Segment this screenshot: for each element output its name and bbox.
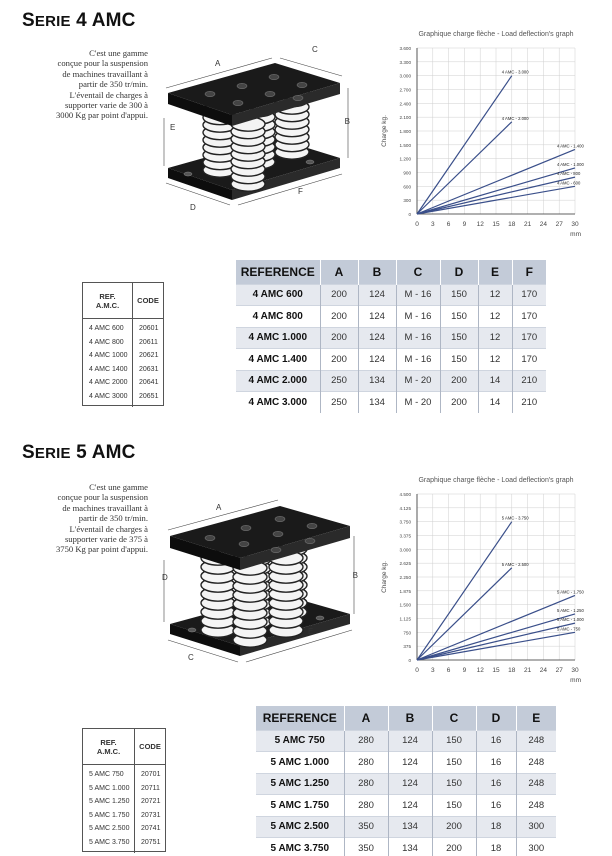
value-cell: 250 — [320, 370, 358, 392]
value-cell: 134 — [388, 838, 432, 856]
value-cell: 12 — [478, 349, 512, 371]
series-label: 5 AMC - 1.750 — [557, 589, 584, 595]
table-row — [236, 349, 546, 371]
value-cell: 150 — [432, 795, 476, 817]
serie4-chart-title: Graphique charge flèche - Load deflection's graph — [418, 31, 574, 38]
serie5-intro: C'est une gamme conçue pour la suspension de machines travaillant à partir de 350 tr/min. L'éventail de charges à supporter varie de 375 à 3750 Kg par point d'appui. — [55, 482, 148, 555]
value-cell: M - 20 — [396, 392, 440, 414]
value-cell: 16 — [476, 752, 516, 774]
series-label: 5 AMC - 1.000 — [557, 617, 584, 623]
value-cell: 280 — [344, 752, 388, 774]
reference-cell: 5 AMC 2.500 — [256, 816, 344, 838]
reference-cell: 5 AMC 1.250 — [256, 773, 344, 795]
y-tick-label: 0 — [408, 658, 411, 663]
reference-cell: 5 AMC 750 — [256, 730, 344, 752]
value-cell: 200 — [320, 327, 358, 349]
serie4-dim-d: D — [190, 203, 196, 212]
serie5-title — [22, 442, 136, 464]
x-tick-label: 21 — [523, 667, 532, 674]
y-tick-label: 600 — [403, 184, 411, 190]
ref-cell: 4 AMC 1400 — [89, 365, 128, 373]
value-cell: M - 16 — [396, 349, 440, 371]
x-tick-label: 24 — [539, 667, 548, 674]
x-tick-label: 18 — [508, 667, 516, 674]
value-cell: 200 — [320, 349, 358, 371]
value-cell: 124 — [358, 327, 396, 349]
value-cell: 124 — [358, 306, 396, 328]
value-cell: 16 — [476, 773, 516, 795]
code-cell: 20621 — [139, 352, 159, 360]
column-header: C — [432, 706, 476, 730]
series-label: 4 AMC - 1.400 — [557, 143, 584, 149]
x-tick-label: 6 — [446, 221, 451, 228]
reference-cell: 4 AMC 3.000 — [236, 392, 320, 414]
value-cell: 134 — [358, 370, 396, 392]
value-cell: 18 — [476, 816, 516, 838]
series-label: 5 AMC - 3.750 — [501, 515, 529, 521]
y-tick-label: 3.600 — [399, 46, 411, 51]
value-cell: 200 — [440, 370, 478, 392]
ref-cell: 4 AMC 3000 — [89, 392, 128, 400]
value-cell: 248 — [516, 752, 556, 774]
serie4-intro: C'est une gamme conçue pour la suspension de machines travaillant à partir de 350 tr/min. L'éventail de charges à supporter varie de 300 à 3000 Kg par point d'appui. — [55, 48, 148, 121]
serie5-dimension-table — [256, 706, 556, 856]
serie5-load-chart — [372, 486, 594, 692]
x-tick-label: 3 — [430, 667, 435, 674]
reference-cell: 5 AMC 3.750 — [256, 838, 344, 856]
value-cell: 150 — [440, 284, 478, 306]
x-tick-label: 3 — [430, 221, 435, 228]
ref-cell: 5 AMC 2.500 — [89, 825, 130, 833]
value-cell: 200 — [320, 284, 358, 306]
ref-cell: 4 AMC 1000 — [89, 352, 128, 360]
y-tick-label: 1.875 — [399, 588, 411, 594]
table-row — [256, 730, 556, 752]
serie4-product-drawing — [160, 38, 350, 223]
x-tick-label: 6 — [446, 667, 451, 674]
serie5-dim-e: E — [308, 627, 314, 636]
series-label: 4 AMC - 2.000 — [501, 115, 529, 121]
table-row — [256, 838, 556, 856]
serie5-chart-title: Graphique charge flèche - Load deflection's graph — [418, 477, 574, 484]
ref-cell: 4 AMC 2000 — [89, 379, 128, 387]
column-header: E — [478, 260, 512, 284]
x-tick-label: 21 — [523, 221, 532, 228]
value-cell: 12 — [478, 284, 512, 306]
y-tick-label: 375 — [403, 644, 411, 650]
code-cell: 20651 — [139, 392, 159, 400]
code-cell: 20641 — [139, 379, 159, 387]
ref-cell: 5 AMC 1.750 — [89, 811, 130, 819]
y-tick-label: 750 — [403, 630, 411, 636]
y-tick-label: 1.500 — [399, 602, 411, 608]
code-column — [133, 319, 163, 407]
value-cell: 350 — [344, 838, 388, 856]
value-cell: 350 — [344, 816, 388, 838]
ref-header: REF. A.M.C. — [83, 729, 135, 764]
x-tick-label: 12 — [476, 221, 484, 228]
code-cell: 20601 — [139, 325, 159, 332]
serie4-dim-a: A — [215, 59, 221, 68]
code-header: CODE — [137, 296, 159, 305]
column-header: REFERENCE — [256, 706, 344, 730]
y-tick-label: 1.500 — [399, 142, 411, 148]
serie4-load-chart — [372, 40, 594, 246]
value-cell: 14 — [478, 370, 512, 392]
value-cell: 300 — [516, 838, 556, 856]
value-cell: 300 — [516, 816, 556, 838]
value-cell: 134 — [388, 816, 432, 838]
code-column — [135, 765, 165, 853]
reference-cell: 5 AMC 1.750 — [256, 795, 344, 817]
value-cell: 280 — [344, 795, 388, 817]
serie5-title-small: ERIE — [34, 445, 71, 462]
x-tick-label: 30 — [571, 221, 579, 228]
series-label: 5 AMC - 1.250 — [557, 607, 584, 613]
y-tick-label: 2.100 — [399, 115, 411, 121]
x-axis-label: mm — [570, 677, 581, 684]
table-row — [256, 773, 556, 795]
value-cell: 150 — [440, 306, 478, 328]
table-row — [236, 327, 546, 349]
serie4-dimension-table — [236, 260, 546, 413]
value-cell: 248 — [516, 795, 556, 817]
table-row — [256, 795, 556, 817]
x-tick-label: 27 — [555, 667, 563, 674]
value-cell: M - 20 — [396, 370, 440, 392]
y-tick-label: 3.300 — [399, 59, 411, 65]
value-cell: 150 — [440, 327, 478, 349]
value-cell: 124 — [388, 795, 432, 817]
value-cell: 124 — [358, 349, 396, 371]
serie4-dim-b: B — [344, 117, 350, 126]
x-tick-label: 9 — [462, 667, 467, 674]
ref-column — [83, 765, 135, 853]
value-cell: 18 — [476, 838, 516, 856]
x-tick-label: 15 — [492, 667, 500, 674]
value-cell: 134 — [358, 392, 396, 414]
table-row — [236, 370, 546, 392]
code-cell: 20701 — [141, 771, 161, 778]
ref-cell: 5 AMC 1.000 — [89, 784, 130, 792]
ref-cell: 4 AMC 600 — [89, 325, 124, 332]
ref-cell: 5 AMC 1.250 — [89, 798, 130, 806]
x-axis-label: mm — [570, 231, 581, 238]
x-tick-label: 15 — [492, 221, 500, 228]
serie5-title-rest: 5 AMC — [70, 442, 136, 463]
value-cell: 250 — [320, 392, 358, 414]
reference-cell: 4 AMC 2.000 — [236, 370, 320, 392]
code-cell: 20751 — [141, 838, 161, 846]
series-label: 4 AMC - 3.000 — [501, 69, 529, 75]
serie5-dim-d: D — [162, 573, 168, 582]
y-tick-label: 4.500 — [399, 492, 411, 497]
code-cell: 20731 — [141, 811, 161, 819]
value-cell: 200 — [320, 306, 358, 328]
y-tick-label: 2.625 — [399, 561, 411, 567]
y-tick-label: 1.200 — [399, 156, 411, 162]
value-cell: 124 — [388, 773, 432, 795]
ref-column — [83, 319, 133, 407]
serie5-title-initial: S — [22, 442, 35, 463]
value-cell: 150 — [432, 773, 476, 795]
value-cell: 170 — [512, 306, 546, 328]
serie5-ref-table — [82, 728, 166, 852]
y-tick-label: 2.250 — [399, 575, 411, 580]
column-header: D — [440, 260, 478, 284]
value-cell: 170 — [512, 349, 546, 371]
ref-cell: 4 AMC 800 — [89, 338, 124, 346]
serie4-title-small: ERIE — [34, 13, 71, 30]
value-cell: M - 16 — [396, 284, 440, 306]
value-cell: 210 — [512, 370, 546, 392]
table-row — [236, 392, 546, 414]
value-cell: 16 — [476, 730, 516, 752]
value-cell: 124 — [388, 752, 432, 774]
ref-cell: 5 AMC 750 — [89, 771, 124, 778]
x-tick-label: 30 — [571, 667, 579, 674]
value-cell: 150 — [432, 752, 476, 774]
serie5-dim-c: C — [188, 653, 194, 662]
ref-cell: 5 AMC 3.750 — [89, 838, 130, 846]
series-label: 4 AMC - 600 — [557, 180, 581, 186]
y-tick-label: 900 — [403, 170, 411, 176]
table-row — [256, 752, 556, 774]
reference-cell: 4 AMC 1.400 — [236, 349, 320, 371]
serie4-title-initial: S — [22, 10, 35, 31]
value-cell: 170 — [512, 284, 546, 306]
value-cell: 16 — [476, 795, 516, 817]
y-tick-label: 2.400 — [399, 101, 411, 107]
serie5-dim-a: A — [216, 503, 222, 512]
code-cell: 20611 — [139, 338, 158, 346]
serie4-dim-e: E — [170, 123, 176, 132]
column-header: B — [358, 260, 396, 284]
y-tick-label: 0 — [408, 212, 411, 217]
value-cell: M - 16 — [396, 327, 440, 349]
series-label: 4 AMC - 800 — [557, 171, 581, 177]
y-tick-label: 4.125 — [399, 505, 411, 511]
y-tick-label: 3.375 — [399, 533, 411, 539]
code-header: CODE — [139, 742, 161, 751]
table-row — [236, 284, 546, 306]
serie4-dim-c: C — [312, 45, 318, 54]
column-header: E — [516, 706, 556, 730]
column-header: C — [396, 260, 440, 284]
value-cell: 170 — [512, 327, 546, 349]
reference-cell: 5 AMC 1.000 — [256, 752, 344, 774]
value-cell: 200 — [432, 838, 476, 856]
column-header: D — [476, 706, 516, 730]
value-cell: 248 — [516, 773, 556, 795]
code-cell: 20721 — [141, 798, 161, 806]
series-label: 4 AMC - 1.000 — [557, 161, 584, 167]
column-header: A — [344, 706, 388, 730]
reference-cell: 4 AMC 800 — [236, 306, 320, 328]
serie4-title-rest: 4 AMC — [70, 10, 136, 31]
value-cell: M - 16 — [396, 306, 440, 328]
y-axis-label: Charge kg. — [381, 115, 388, 147]
code-cell: 20741 — [141, 825, 161, 833]
y-tick-label: 1.800 — [399, 129, 411, 134]
serie4-title — [22, 10, 136, 32]
serie5-dim-b: B — [352, 571, 358, 580]
value-cell: 280 — [344, 730, 388, 752]
value-cell: 248 — [516, 730, 556, 752]
column-header: A — [320, 260, 358, 284]
value-cell: 150 — [440, 349, 478, 371]
y-tick-label: 3.000 — [399, 73, 411, 79]
x-tick-label: 18 — [508, 221, 516, 228]
x-tick-label: 9 — [462, 221, 467, 228]
column-header: F — [512, 260, 546, 284]
y-tick-label: 3.750 — [399, 519, 411, 525]
value-cell: 210 — [512, 392, 546, 414]
y-tick-label: 3.000 — [399, 547, 411, 553]
y-tick-label: 1.125 — [399, 616, 411, 622]
value-cell: 150 — [432, 730, 476, 752]
reference-cell: 4 AMC 600 — [236, 284, 320, 306]
y-tick-label: 2.700 — [399, 87, 411, 93]
column-header: REFERENCE — [236, 260, 320, 284]
code-cell: 20631 — [139, 365, 159, 373]
y-tick-label: 300 — [403, 198, 411, 204]
table-row — [236, 306, 546, 328]
table-row — [256, 816, 556, 838]
y-axis-label: Charge kg. — [381, 561, 388, 593]
x-tick-label: 27 — [555, 221, 563, 228]
x-tick-label: 24 — [539, 221, 548, 228]
serie5-product-drawing — [160, 484, 360, 679]
ref-header: REF. A.M.C. — [83, 283, 133, 318]
code-cell: 20711 — [141, 784, 160, 792]
serie4-ref-table — [82, 282, 164, 406]
series-label: 5 AMC - 2.500 — [501, 561, 529, 567]
column-header: B — [388, 706, 432, 730]
value-cell: 12 — [478, 306, 512, 328]
x-tick-label: 0 — [415, 221, 419, 228]
value-cell: 14 — [478, 392, 512, 414]
reference-cell: 4 AMC 1.000 — [236, 327, 320, 349]
value-cell: 124 — [358, 284, 396, 306]
value-cell: 280 — [344, 773, 388, 795]
value-cell: 12 — [478, 327, 512, 349]
serie4-dim-f: F — [298, 187, 303, 196]
series-label: 5 AMC - 750 — [557, 626, 581, 632]
value-cell: 200 — [432, 816, 476, 838]
x-tick-label: 12 — [476, 667, 484, 674]
value-cell: 200 — [440, 392, 478, 414]
x-tick-label: 0 — [415, 667, 419, 674]
value-cell: 124 — [388, 730, 432, 752]
